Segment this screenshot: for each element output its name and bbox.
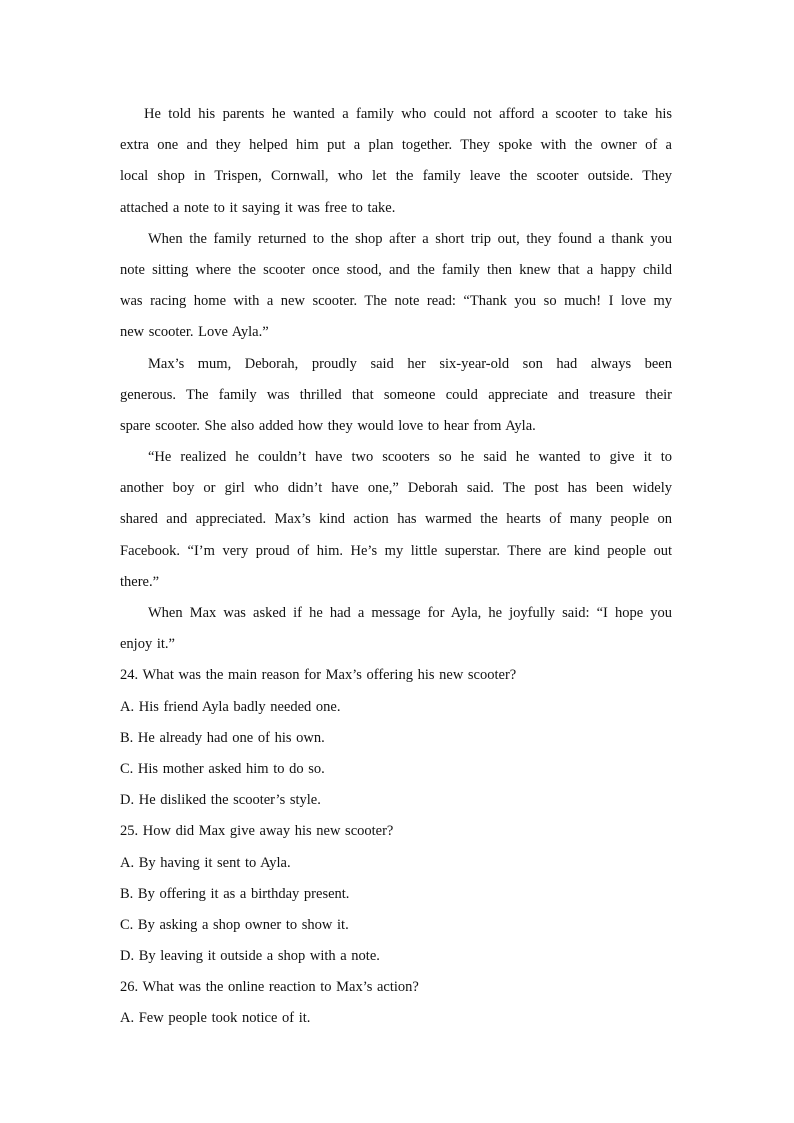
- answer-option: B. He already had one of his own.: [120, 729, 325, 746]
- paragraph-5: [120, 598, 672, 660]
- text-line: local shop in Trispen, Cornwall, who let the family leave the scooter outside. They: [120, 168, 672, 185]
- question-stem: 25. How did Max give away his new scooter?: [120, 823, 394, 840]
- text-line: He told his parents he wanted a family who could not afford a scooter to take his: [144, 106, 672, 122]
- text-line: generous. The family was thrilled that someone could appreciate and treasure their: [120, 386, 672, 403]
- question-25: [120, 816, 672, 972]
- text-line: Facebook. “I’m very proud of him. He’s my little superstar. There are kind people out: [120, 542, 672, 559]
- answer-option: B. By offering it as a birthday present.: [120, 885, 350, 902]
- answer-option: A. Few people took notice of it.: [120, 1010, 311, 1027]
- question-24: [120, 660, 672, 816]
- text-line: Max’s mum, Deborah, proudly said her six-year-old son had always been: [148, 355, 672, 372]
- answer-option: A. His friend Ayla badly needed one.: [120, 698, 341, 715]
- text-line: spare scooter. She also added how they would love to hear from Ayla.: [120, 417, 536, 434]
- text-line: When Max was asked if he had a message for Ayla, he joyfully said: “I hope you: [148, 605, 672, 621]
- text-line: “He realized he couldn’t have two scooters so he said he wanted to give it to: [148, 449, 672, 466]
- paragraph-1: [120, 99, 672, 224]
- answer-option: A. By having it sent to Ayla.: [120, 854, 291, 871]
- answer-option: C. By asking a shop owner to show it.: [120, 916, 349, 933]
- text-line: note sitting where the scooter once stood, and the family then knew that a happy child: [120, 261, 672, 278]
- text-line: extra one and they helped him put a plan together. They spoke with the owner of a: [120, 137, 672, 154]
- answer-option: C. His mother asked him to do so.: [120, 760, 325, 777]
- document-content: [120, 99, 672, 1035]
- paragraph-2: [120, 224, 672, 349]
- text-line: another boy or girl who didn’t have one,” Deborah said. The post has been widely: [120, 480, 672, 497]
- text-line: When the family returned to the shop after a short trip out, they found a thank you: [148, 230, 672, 247]
- question-26: [120, 972, 672, 1034]
- paragraph-4: [120, 442, 672, 598]
- paragraph-3: [120, 349, 672, 443]
- text-line: there.”: [120, 573, 160, 590]
- answer-option: D. He disliked the scooter’s style.: [120, 792, 321, 809]
- text-line: attached a note to it saying it was free to take.: [120, 199, 396, 216]
- text-line: enjoy it.”: [120, 636, 175, 653]
- text-line: new scooter. Love Ayla.”: [120, 324, 269, 341]
- text-line: was racing home with a new scooter. The note read: “Thank you so much! I love my: [120, 293, 672, 310]
- text-line: shared and appreciated. Max’s kind action has warmed the hearts of many people on: [120, 511, 672, 528]
- question-stem: 24. What was the main reason for Max’s offering his new scooter?: [120, 667, 517, 684]
- answer-option: D. By leaving it outside a shop with a note.: [120, 948, 380, 965]
- question-stem: 26. What was the online reaction to Max’s action?: [120, 979, 419, 996]
